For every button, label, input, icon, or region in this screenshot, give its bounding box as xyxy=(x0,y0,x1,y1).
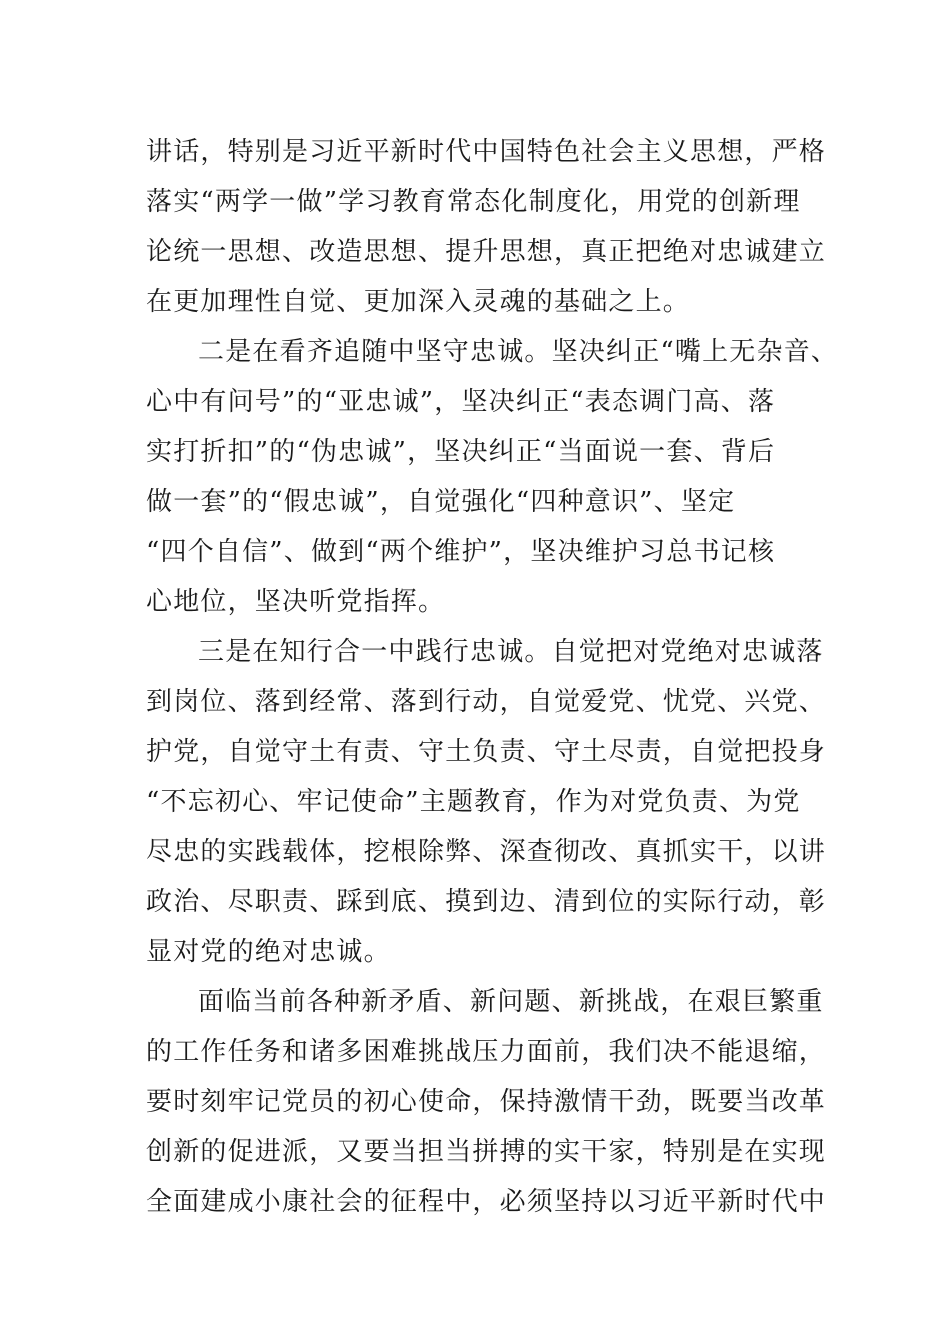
paragraph-line: 护党，自觉守土有责、守土负责、守土尽责，自觉把投身 xyxy=(146,737,827,767)
paragraph-line: 政治、尽职责、踩到底、摸到边、清到位的实际行动，彰 xyxy=(146,887,827,917)
paragraph-line: 面临当前各种新矛盾、新问题、新挑战，在艰巨繁重 xyxy=(198,987,824,1017)
paragraph-line: 二是在看齐追随中坚守忠诚。坚决纠正“嘴上无杂音、 xyxy=(198,337,839,367)
paragraph-line: 全面建成小康社会的征程中，必须坚持以习近平新时代中 xyxy=(146,1187,827,1217)
paragraph-line: 实打折扣”的“伪忠诚”，坚决纠正“当面说一套、背后 xyxy=(146,437,776,467)
paragraph-line: 在更加理性自觉、更加深入灵魂的基础之上。 xyxy=(146,287,691,317)
paragraph-line: 创新的促进派，又要当担当拼搏的实干家，特别是在实现 xyxy=(146,1137,827,1167)
paragraph-line: 落实“两学一做”学习教育常态化制度化，用党的创新理 xyxy=(146,187,801,217)
paragraph-line: 显对党的绝对忠诚。 xyxy=(146,937,391,967)
paragraph-line: “不忘初心、牢记使命”主题教育，作为对党负责、为党 xyxy=(146,787,801,817)
paragraph-line: 心中有问号”的“亚忠诚”，坚决纠正“表态调门高、落 xyxy=(146,387,776,417)
paragraph-line: 心地位，坚决听党指挥。 xyxy=(146,587,446,617)
paragraph-line: 做一套”的“假忠诚”，自觉强化“四种意识”、坚定 xyxy=(146,487,736,517)
paragraph-line: 讲话，特别是习近平新时代中国特色社会主义思想，严格 xyxy=(146,137,827,167)
paragraph-line: 的工作任务和诸多困难挑战压力面前，我们决不能退缩， xyxy=(146,1037,827,1067)
paragraph-line: “四个自信”、做到“两个维护”，坚决维护习总书记核 xyxy=(146,537,776,567)
paragraph-line: 三是在知行合一中践行忠诚。自觉把对党绝对忠诚落 xyxy=(198,637,824,667)
paragraph-line: 到岗位、落到经常、落到行动，自觉爱党、忧党、兴党、 xyxy=(146,687,827,717)
paragraph-line: 尽忠的实践载体，挖根除弊、深查彻改、真抓实干，以讲 xyxy=(146,837,827,867)
paragraph-line: 要时刻牢记党员的初心使命，保持激情干劲，既要当改革 xyxy=(146,1087,827,1117)
paragraph-line: 论统一思想、改造思想、提升思想，真正把绝对忠诚建立 xyxy=(146,237,827,267)
